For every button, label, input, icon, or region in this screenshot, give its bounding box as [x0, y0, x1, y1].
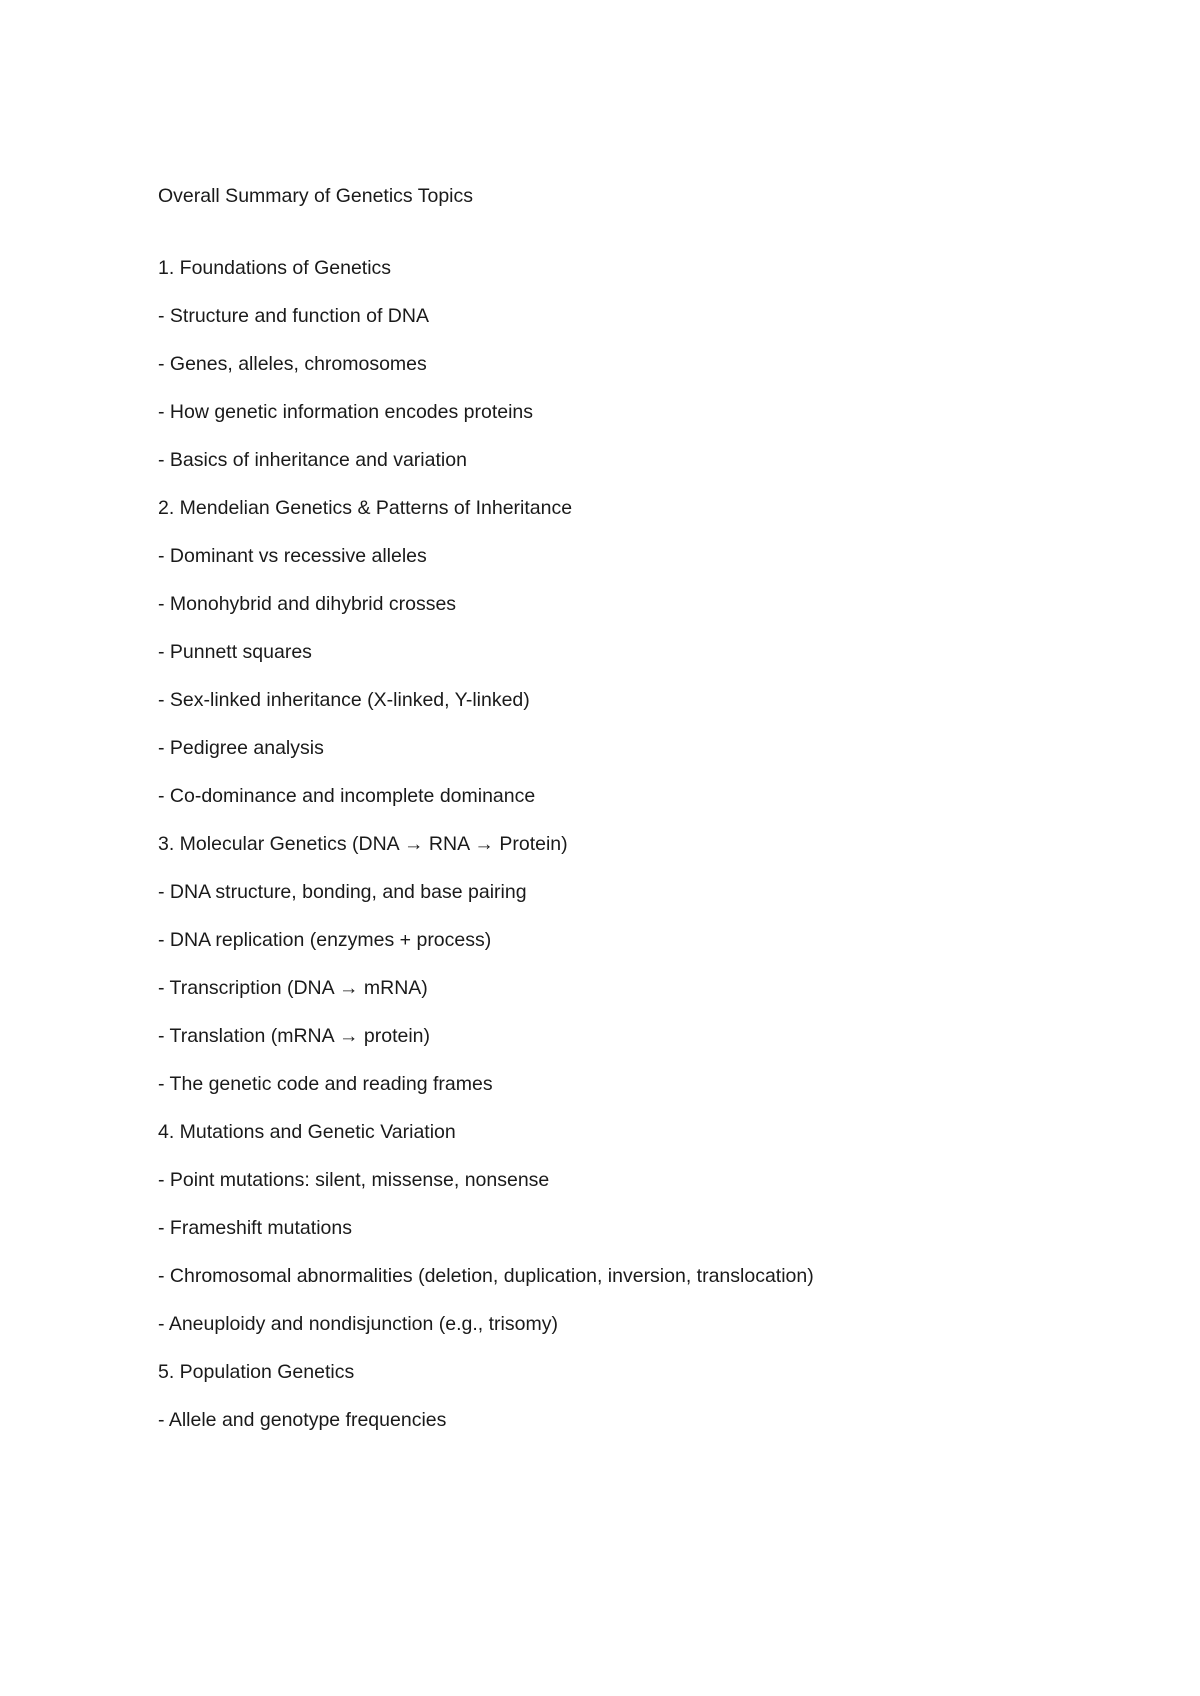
section-heading: 2. Mendelian Genetics & Patterns of Inheritance — [158, 497, 573, 519]
section-5 — [158, 1360, 1138, 1432]
list-item: - Monohybrid and dihybrid crosses — [158, 593, 457, 615]
section-item-list — [158, 880, 1138, 1096]
list-item: - Structure and function of DNA — [158, 305, 429, 327]
section-2 — [158, 496, 1138, 808]
document-title: Overall Summary of Genetics Topics — [158, 185, 473, 207]
document-content — [158, 184, 1138, 1456]
list-item: - Co-dominance and incomplete dominance — [158, 785, 536, 807]
list-item: - Chromosomal abnormalities (deletion, duplication, inversion, translocation) — [158, 1265, 814, 1287]
section-4 — [158, 1120, 1138, 1336]
section-item-list — [158, 304, 1138, 472]
section-item-list — [158, 1168, 1138, 1336]
list-item: - How genetic information encodes proteins — [158, 401, 534, 423]
section-heading: 5. Population Genetics — [158, 1361, 355, 1383]
section-heading: 4. Mutations and Genetic Variation — [158, 1121, 456, 1143]
list-item: - Dominant vs recessive alleles — [158, 545, 427, 567]
list-item: - Sex-linked inheritance (X-linked, Y-linked) — [158, 689, 530, 711]
section-item-list — [158, 544, 1138, 808]
sections-container — [158, 256, 1138, 1432]
list-item: - Basics of inheritance and variation — [158, 449, 467, 471]
list-item: - Aneuploidy and nondisjunction (e.g., trisomy) — [158, 1313, 558, 1335]
section-heading: 1. Foundations of Genetics — [158, 257, 392, 279]
list-item: - DNA structure, bonding, and base pairing — [158, 881, 527, 903]
list-item: - Punnett squares — [158, 641, 312, 663]
section-1 — [158, 256, 1138, 472]
list-item: - Translation (mRNA → protein) — [158, 1025, 431, 1047]
list-item: - Frameshift mutations — [158, 1217, 352, 1239]
list-item: - Pedigree analysis — [158, 737, 324, 759]
section-item-list — [158, 1408, 1138, 1432]
list-item: - Allele and genotype frequencies — [158, 1409, 447, 1431]
section-3 — [158, 832, 1138, 1096]
list-item: - Genes, alleles, chromosomes — [158, 353, 427, 375]
list-item: - Point mutations: silent, missense, nonsense — [158, 1169, 550, 1191]
list-item: - DNA replication (enzymes + process) — [158, 929, 492, 951]
section-heading: 3. Molecular Genetics (DNA → RNA → Protein) — [158, 833, 568, 855]
list-item: - Transcription (DNA → mRNA) — [158, 977, 428, 999]
list-item: - The genetic code and reading frames — [158, 1073, 493, 1095]
